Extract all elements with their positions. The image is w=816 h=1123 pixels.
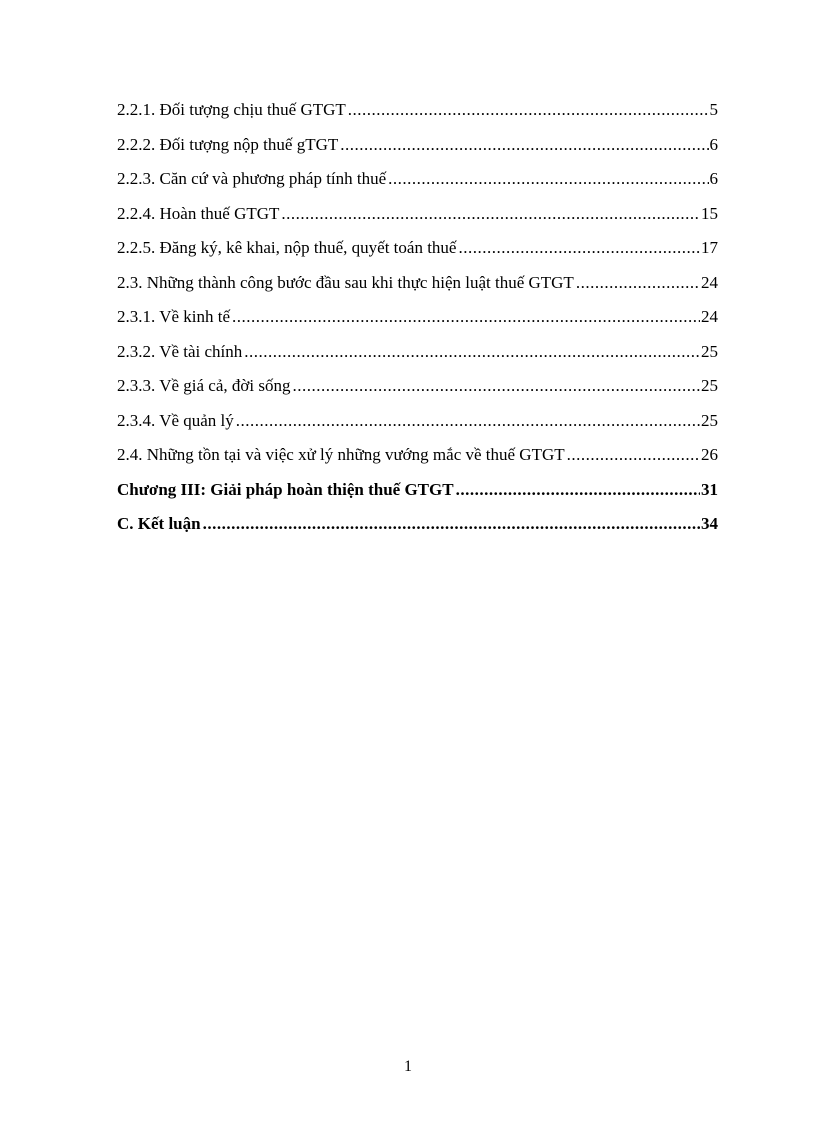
toc-entry-title: 2.2.1. Đối tượng chịu thuế GTGT <box>117 100 346 119</box>
toc-entry-title: 2.2.3. Căn cứ và phương pháp tính thuế <box>117 169 387 188</box>
toc-entry[interactable] <box>117 100 718 135</box>
toc-entry-conclusion[interactable] <box>117 514 718 549</box>
toc-entry-page: 25 <box>701 376 718 395</box>
toc-dot-leader <box>281 204 700 224</box>
toc-entry-page: 15 <box>701 203 718 223</box>
toc-entry[interactable] <box>117 307 718 342</box>
toc-entry[interactable] <box>117 411 718 446</box>
toc-entry-page: 26 <box>701 445 718 464</box>
toc-entry-title: 2.2.2. Đối tượng nộp thuế gTGT <box>117 134 339 154</box>
toc-dot-leader <box>576 273 700 293</box>
toc-dot-leader <box>348 100 709 120</box>
toc-dot-leader <box>456 480 700 500</box>
toc-entry-page: 31 <box>701 479 718 499</box>
toc-entry-title: 2.3.1. Về kinh tế <box>117 307 231 326</box>
toc-dot-leader <box>244 342 700 362</box>
toc-entry[interactable] <box>117 273 718 308</box>
toc-dot-leader <box>236 411 700 431</box>
toc-entry-page: 25 <box>701 410 718 430</box>
page-number: 1 <box>404 1058 412 1075</box>
toc-entry-page: 24 <box>701 307 718 326</box>
toc-entry-title: 2.3.3. Về giá cả, đời sống <box>117 376 291 395</box>
toc-entry-title: 2.3. Những thành công bước đầu sau khi thực hiện luật thuế GTGT <box>117 272 574 292</box>
toc-dot-leader <box>388 169 708 189</box>
toc-entry-title: 2.3.2. Về tài chính <box>117 341 243 361</box>
table-of-contents <box>117 100 718 549</box>
toc-dot-leader <box>567 445 700 465</box>
toc-entry[interactable] <box>117 445 718 480</box>
toc-entry-page: 24 <box>701 272 718 292</box>
toc-entry-title: 2.2.5. Đăng ký, kê khai, nộp thuế, quyết toán thuế <box>117 238 457 257</box>
toc-dot-leader <box>458 238 700 258</box>
toc-entry-page: 6 <box>709 134 718 154</box>
toc-entry-page: 5 <box>709 100 718 119</box>
toc-entry-title: C. Kết luận <box>117 514 201 533</box>
toc-dot-leader <box>340 135 708 155</box>
toc-dot-leader <box>232 307 700 327</box>
toc-entry-title: 2.3.4. Về quản lý <box>117 410 234 430</box>
toc-entry-page: 6 <box>709 169 718 188</box>
toc-entry-page: 34 <box>701 514 718 533</box>
toc-entry-title: Chương III: Giải pháp hoàn thiện thuế GTGT <box>117 479 454 499</box>
toc-entry-page: 25 <box>701 341 718 361</box>
toc-entry[interactable] <box>117 342 718 377</box>
toc-dot-leader <box>292 376 700 396</box>
toc-entry[interactable] <box>117 169 718 204</box>
toc-entry-chapter[interactable] <box>117 480 718 515</box>
toc-entry-title: 2.4. Những tồn tại và việc xử lý những vướng mắc về thuế GTGT <box>117 445 565 464</box>
toc-entry[interactable] <box>117 376 718 411</box>
toc-entry[interactable] <box>117 238 718 273</box>
toc-entry[interactable] <box>117 135 718 170</box>
toc-entry-title: 2.2.4. Hoàn thuế GTGT <box>117 203 280 223</box>
toc-entry[interactable] <box>117 204 718 239</box>
toc-entry-page: 17 <box>701 238 718 257</box>
toc-dot-leader <box>203 514 700 534</box>
